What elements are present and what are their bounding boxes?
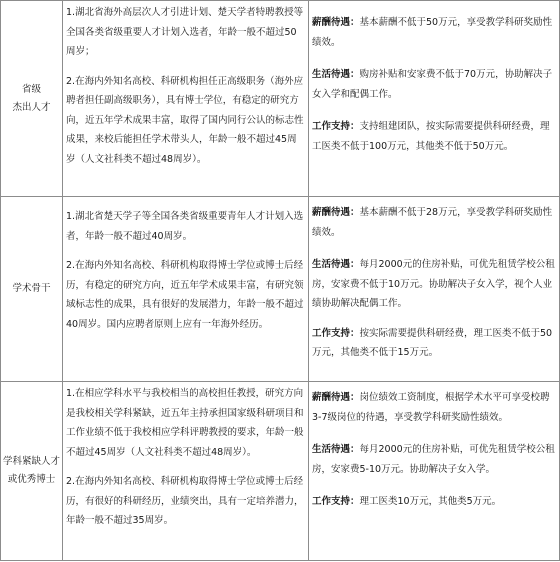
table-row [1, 197, 560, 382]
benefit-item [312, 492, 556, 512]
benefit-text: 按实际需要提供科研经费，理工医类不低于50万元，其他类不低于15万元。 [312, 327, 553, 358]
benefit-label: 工作支持： [312, 327, 360, 339]
benefit-label: 工作支持： [312, 121, 360, 132]
benefit-text: 基本薪酬不低于50万元，享受教学科研奖励性绩效。 [312, 17, 553, 48]
benefit-item [312, 388, 556, 427]
benefit-label: 薪酬待遇： [312, 17, 360, 28]
benefits-cell [309, 197, 560, 382]
benefit-item [312, 65, 556, 104]
benefit-text: 每月2000元的住房补贴，可优先租赁学校公租房，安家费5-10万元。协助解决子女入学。 [312, 444, 555, 475]
requirements-cell [63, 197, 309, 382]
benefit-label: 薪酬待遇： [312, 207, 360, 218]
category-cell [1, 382, 63, 561]
requirement-item: 2.在海内外知名高校、科研机构担任正高级职务（海外应聘者担任副高级职务），具有博士学位，有稳定的研究方向，近五年学术成果丰富，取得了国内同行公认的标志性成果，来校后能担任学术带头人，年龄一般不超过45周岁（人文社科类不超过48周岁）。 [66, 75, 304, 165]
benefit-text: 基本薪酬不低于28万元，享受教学科研奖励性绩效。 [312, 207, 553, 238]
requirement-item: 2.在海内外知名高校、科研机构取得博士学位或博士后经历，有很好的科研经历，业绩突出，具有一定培养潜力，年龄一般不超过35周岁。 [66, 476, 304, 526]
benefit-item [312, 255, 556, 314]
benefit-item [312, 203, 556, 242]
category-line: 杰出人才 [12, 101, 51, 113]
category-cell [1, 197, 63, 382]
benefit-label: 薪酬待遇： [312, 392, 360, 403]
category-line: 或优秀博士 [7, 474, 56, 485]
category-cell [1, 1, 63, 197]
table-row [1, 1, 560, 197]
benefit-item [312, 440, 556, 479]
requirement-item: 1.湖北省楚天学子等全国各类省级重要青年人才计划入选者，年龄一般不超过40周岁。 [66, 211, 304, 242]
category-line: 学术骨干 [12, 283, 51, 294]
benefit-text: 理工医类10万元，其他类5万元。 [359, 496, 502, 507]
category-line: 省级 [21, 83, 41, 95]
benefit-item [312, 324, 556, 363]
benefit-text: 岗位绩效工资制度，根据学术水平可享受校聘3-7级岗位的待遇，享受教学科研奖励性绩效。 [312, 392, 550, 423]
benefit-item [312, 13, 556, 52]
benefits-cell [309, 382, 560, 561]
benefits-cell [309, 1, 560, 197]
requirement-item: 1.湖北省海外高层次人才引进计划、楚天学者特聘教授等全国各类省级重要人才计划入选者，年龄一般不超过50周岁； [66, 7, 304, 57]
benefit-label: 生活待遇： [312, 69, 360, 80]
requirements-cell [63, 1, 309, 197]
table-row [1, 382, 560, 561]
benefit-label: 工作支持： [312, 496, 360, 507]
requirement-item: 1.在相应学科水平与我校相当的高校担任教授，研究方向是我校相关学科紧缺，近五年主持承担国家级科研项目和工作业绩不低于我校相应学科评聘教授的要求，年龄一般不超过45周岁（人文社科类不超过48周岁）。 [66, 388, 304, 458]
requirement-item: 2.在海内外知名高校、科研机构取得博士学位或博士后经历，有稳定的研究方向，近五年学术成果丰富，有研究领域标志性的成果，具有很好的发展潜力，年龄一般不超过40周岁。国内应聘者原则上应有一年海外经历。 [66, 260, 304, 330]
benefit-label: 生活待遇： [312, 259, 360, 270]
benefit-text: 购房补贴和安家费不低于70万元，协助解决子女入学和配偶工作。 [312, 69, 553, 100]
benefit-label: 生活待遇： [312, 444, 360, 455]
requirements-cell [63, 382, 309, 561]
category-line: 学科紧缺人才 [3, 456, 61, 467]
benefit-text: 支持组建团队，按实际需要提供科研经费，理工医类不低于100万元，其他类不低于50万元。 [312, 121, 550, 152]
benefit-text: 每月2000元的住房补贴，可优先租赁学校公租房，安家费不低于10万元。协助解决子女入学，视个人业绩协助解决配偶工作。 [312, 259, 555, 309]
benefit-item [312, 117, 556, 156]
